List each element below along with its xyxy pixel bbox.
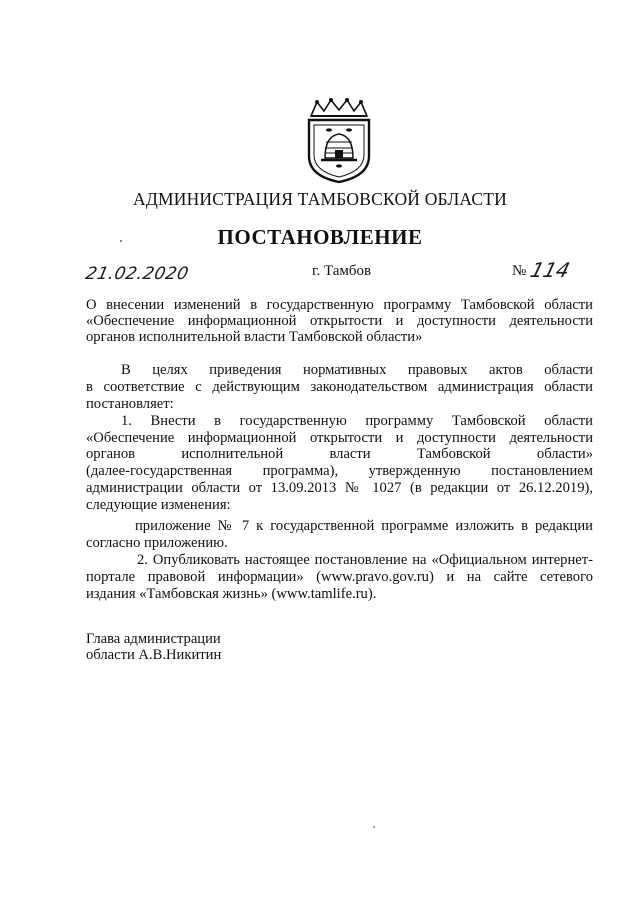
handwritten-date: 21.02.2020 [83, 264, 191, 284]
scan-speck [120, 240, 122, 242]
body-line: издания «Тамбовская жизнь» (www.tamlife.ru). [86, 586, 377, 602]
body-line: приложение № 7 к государственной программе изложить в редакции [135, 518, 593, 534]
body-line: постановляет: [86, 396, 174, 412]
body-line: следующие изменения: [86, 497, 231, 513]
body-line: В целях приведения нормативных правовых актов области [121, 362, 593, 378]
city: г. Тамбов [312, 263, 372, 279]
body-line: 2. Опубликовать настоящее постановление на «Официальном интернет- [137, 552, 593, 568]
handwritten-number: 114 [527, 258, 573, 282]
tambov-coat-of-arms-icon [297, 98, 381, 184]
body-line: портале правовой информации» (www.pravo.gov.ru) и на сайте сетевого [86, 569, 593, 585]
body-line: 1. Внести в государственную программу Тамбовской области [121, 413, 593, 429]
subject-line: «Обеспечение информационной открытости и доступности деятельности [86, 313, 593, 329]
body-line: согласно приложению. [86, 535, 228, 551]
signature-name: области А.В.Никитин [86, 647, 222, 663]
scan-speck [373, 826, 375, 828]
body-line: (далее-государственная программа), утвержденную постановлением [86, 463, 593, 479]
document-title: ПОСТАНОВЛЕНИЕ [217, 225, 423, 249]
body-line: в соответствие с действующим законодательством администрация области [86, 379, 593, 395]
signature-title: Глава администрации [86, 631, 221, 647]
number-label: № [512, 263, 527, 279]
subject-line: О внесении изменений в государственную программу Тамбовской области [86, 297, 593, 313]
subject-line: органов исполнительной власти Тамбовской области» [86, 329, 423, 345]
body-line: органов исполнительной власти Тамбовской области» [86, 446, 593, 462]
organization-name: АДМИНИСТРАЦИЯ ТАМБОВСКОЙ ОБЛАСТИ [133, 189, 507, 209]
body-line: администрации области от 13.09.2013 № 1027 (в редакции от 26.12.2019), [86, 480, 593, 496]
body-line: «Обеспечение информационной открытости и доступности деятельности [86, 430, 593, 446]
